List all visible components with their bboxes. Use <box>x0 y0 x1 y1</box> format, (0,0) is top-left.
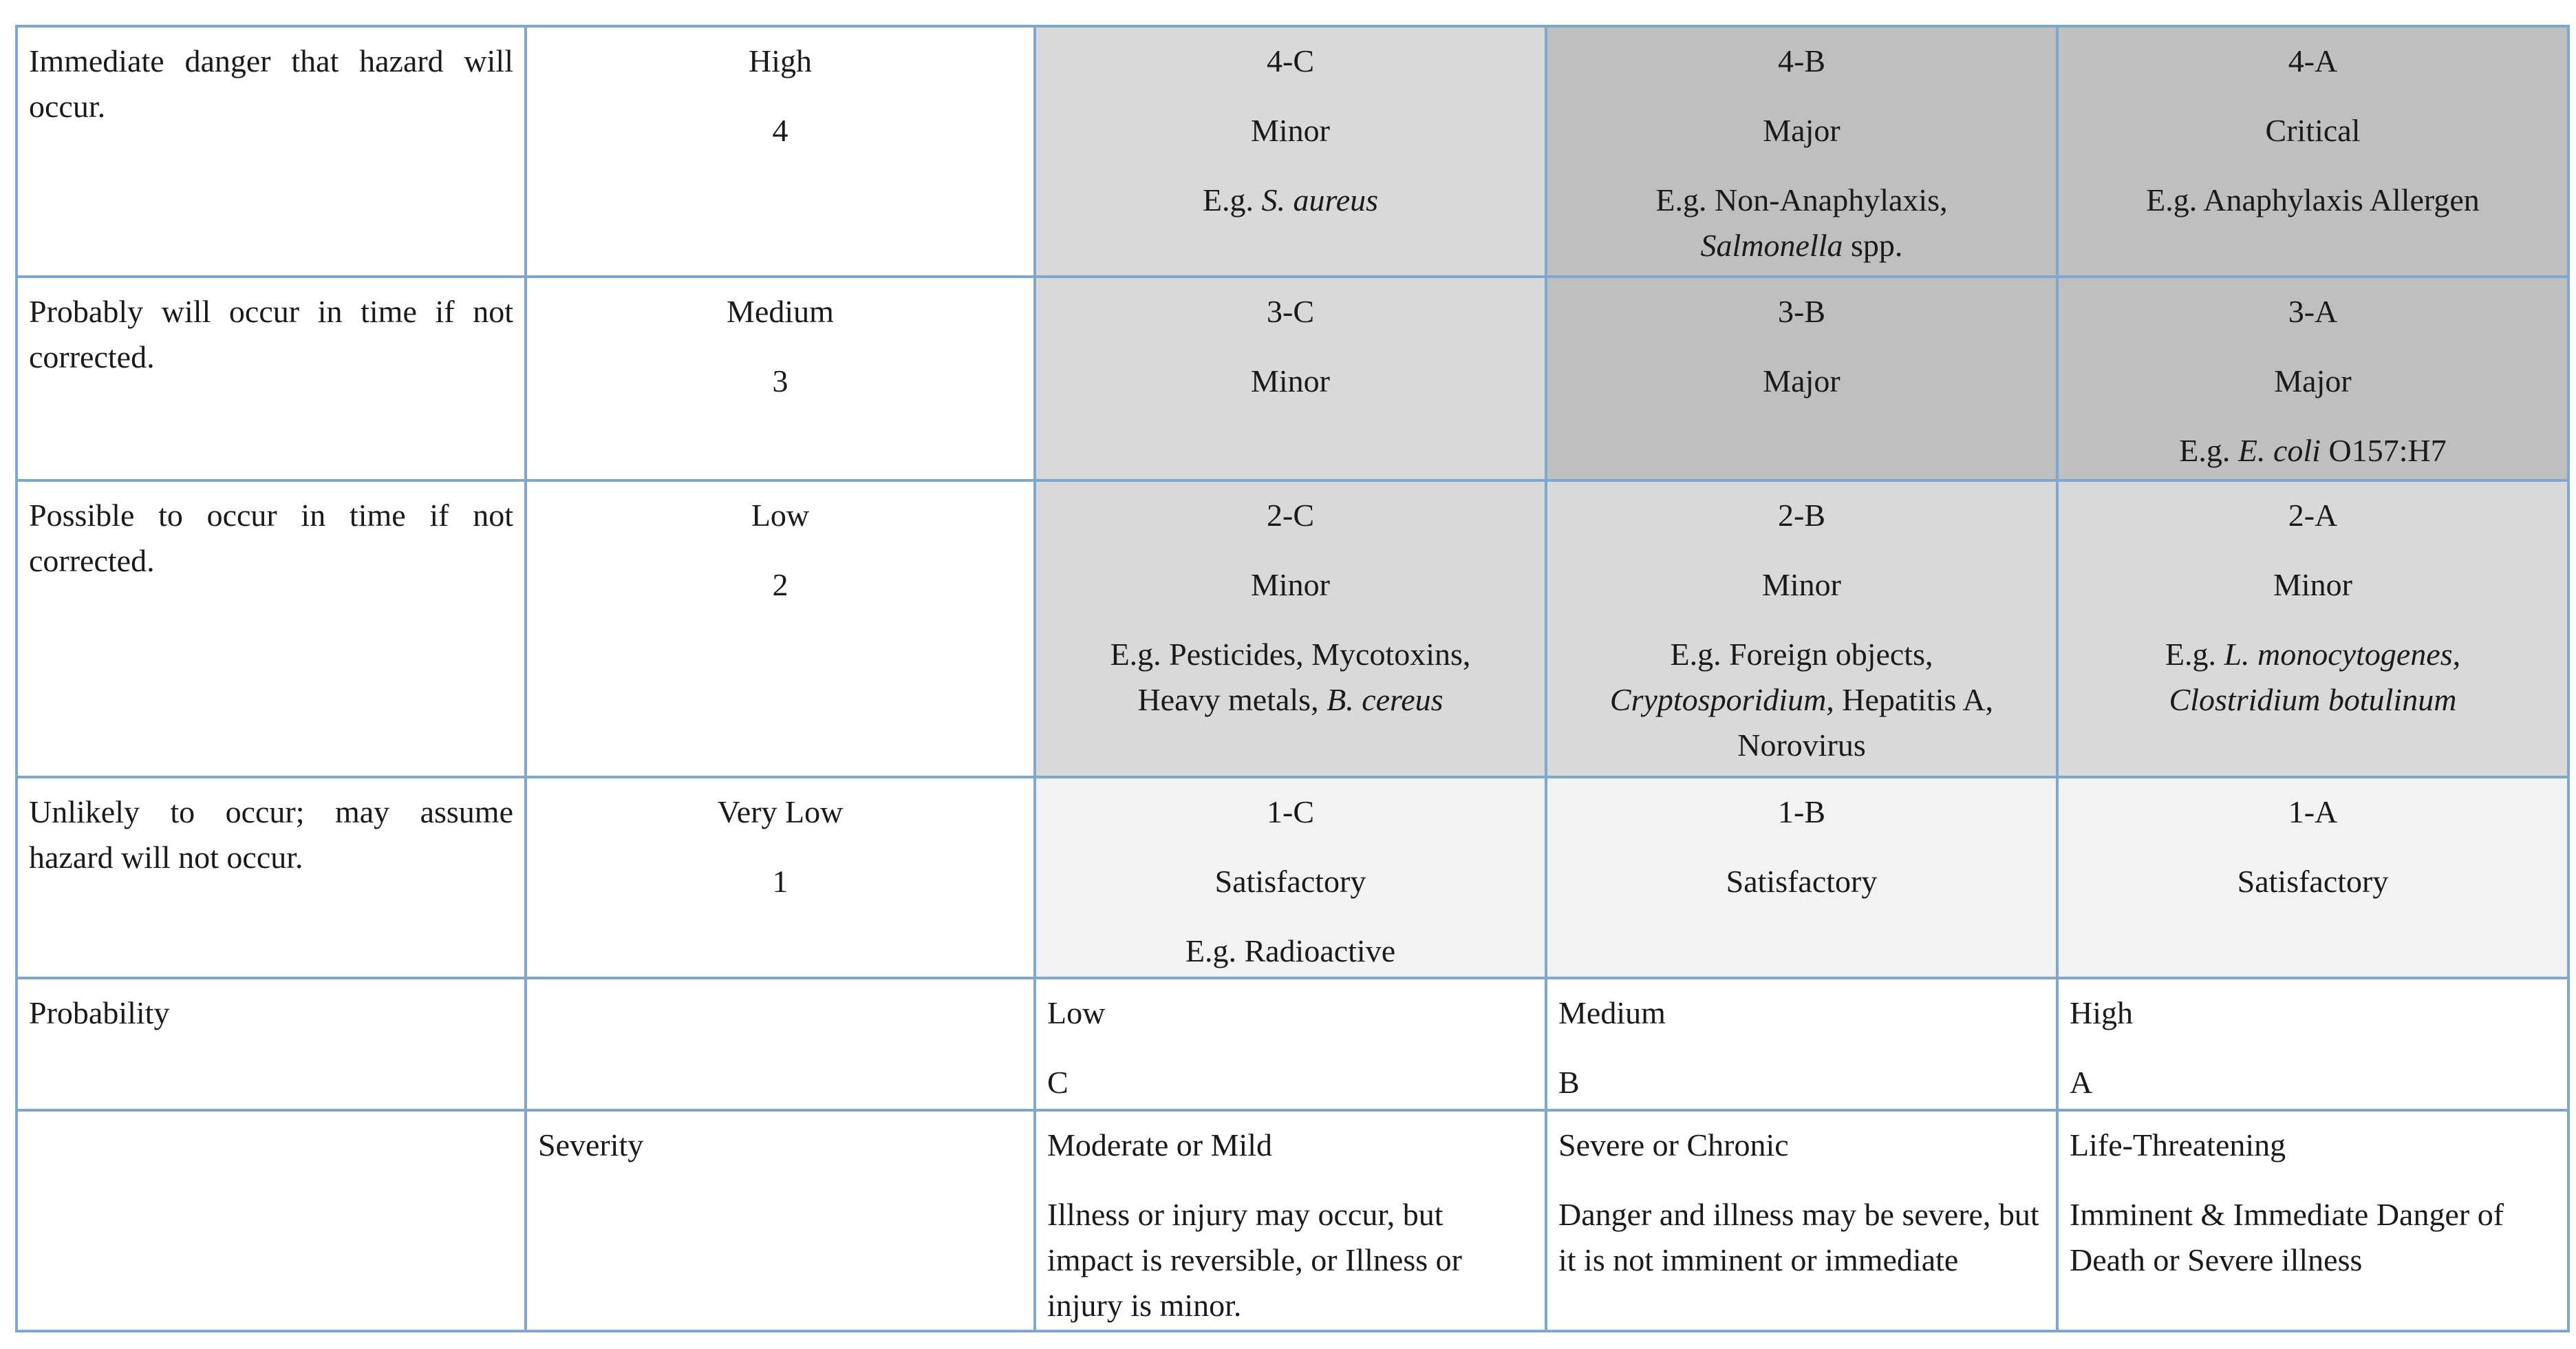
table-row-severity <box>17 1110 2568 1331</box>
probability-label-cell <box>17 978 526 1110</box>
probability-label: Probability <box>29 995 170 1031</box>
risk-matrix-table <box>15 25 2570 1332</box>
likelihood-score: 3 <box>772 363 788 399</box>
risk-rating: Satisfactory <box>1214 863 1366 899</box>
risk-code: 1-B <box>1778 794 1825 829</box>
likelihood-level: Low <box>751 498 810 533</box>
risk-code: 4-A <box>2288 43 2338 78</box>
severity-description: Danger and illness may be severe, but it is not imminent or immediate <box>1558 1197 2039 1278</box>
table-row-medium <box>17 277 2568 480</box>
likelihood-level: High <box>749 43 812 78</box>
severity-name: Moderate or Mild <box>1047 1127 1273 1163</box>
risk-code: 1-C <box>1267 794 1314 829</box>
severity-cell-moderate <box>1035 1110 1546 1331</box>
risk-code: 4-B <box>1778 43 1825 78</box>
probability-letter: B <box>1558 1065 1580 1101</box>
severity-name: Life-Threatening <box>2070 1127 2286 1163</box>
likelihood-description-cell <box>17 26 526 277</box>
risk-code: 3-C <box>1267 293 1314 329</box>
likelihood-score: 1 <box>772 863 788 899</box>
risk-code: 2-B <box>1778 498 1825 533</box>
likelihood-level: Very Low <box>717 794 844 829</box>
risk-cell-3-b <box>1546 277 2057 480</box>
risk-cell-4-c <box>1035 26 1546 277</box>
severity-description: Imminent & Immediate Danger of Death or Severe illness <box>2070 1197 2504 1278</box>
likelihood-level-cell <box>526 26 1035 277</box>
severity-description: Illness or injury may occur, but impact is reversible, or Illness or injury is minor. <box>1047 1197 1462 1324</box>
empty-cell <box>17 1110 526 1331</box>
risk-code: 4-C <box>1267 43 1314 78</box>
risk-example: E.g. Radioactive <box>1185 933 1396 968</box>
risk-rating: Minor <box>1251 113 1330 148</box>
likelihood-description: Possible to occur in time if not corrected. <box>29 498 513 579</box>
risk-rating: Satisfactory <box>2237 863 2389 899</box>
risk-code: 2-A <box>2288 498 2338 533</box>
risk-code: 3-B <box>1778 293 1825 329</box>
likelihood-description: Probably will occur in time if not corrected. <box>29 293 513 374</box>
probability-cell-low <box>1035 978 1546 1110</box>
risk-cell-1-c <box>1035 777 1546 978</box>
risk-rating: Satisfactory <box>1726 863 1878 899</box>
risk-code: 3-A <box>2288 293 2338 329</box>
risk-rating: Major <box>1763 113 1840 148</box>
risk-cell-2-c <box>1035 480 1546 777</box>
risk-example: E.g. Pesticides, Mycotoxins, <box>1110 637 1471 672</box>
severity-cell-severe <box>1546 1110 2057 1331</box>
empty-cell <box>526 978 1035 1110</box>
risk-example-cont: Norovirus <box>1737 727 1866 763</box>
probability-name: High <box>2070 995 2133 1031</box>
risk-code: 2-C <box>1267 498 1314 533</box>
risk-example: E.g. S. aureus <box>1202 182 1379 217</box>
risk-rating: Major <box>2274 363 2352 399</box>
likelihood-score: 2 <box>772 567 788 603</box>
risk-cell-4-a <box>2057 26 2568 277</box>
probability-cell-medium <box>1546 978 2057 1110</box>
risk-rating: Minor <box>1251 567 1330 603</box>
probability-letter: A <box>2070 1065 2093 1101</box>
likelihood-score: 4 <box>772 113 788 148</box>
likelihood-description-cell <box>17 277 526 480</box>
risk-cell-1-a <box>2057 777 2568 978</box>
risk-rating: Major <box>1763 363 1840 399</box>
likelihood-description-cell <box>17 480 526 777</box>
risk-example: E.g. Non-Anaphylaxis, <box>1655 182 1948 217</box>
severity-label: Severity <box>538 1127 644 1163</box>
risk-cell-4-b <box>1546 26 2057 277</box>
likelihood-level-cell <box>526 480 1035 777</box>
severity-label-cell <box>526 1110 1035 1331</box>
risk-code: 1-A <box>2288 794 2338 829</box>
risk-example-cont: Clostridium botulinum <box>2169 682 2457 718</box>
table-row-very-low <box>17 777 2568 978</box>
risk-rating: Minor <box>1762 567 1841 603</box>
risk-rating: Critical <box>2265 113 2361 148</box>
risk-example-cont: Heavy metals, B. cereus <box>1137 682 1443 718</box>
severity-name: Severe or Chronic <box>1558 1127 1789 1163</box>
risk-cell-2-b <box>1546 480 2057 777</box>
table-row-low <box>17 480 2568 777</box>
risk-cell-3-a <box>2057 277 2568 480</box>
likelihood-description: Immediate danger that hazard will occur. <box>29 43 513 124</box>
likelihood-level-cell <box>526 277 1035 480</box>
likelihood-description-cell <box>17 777 526 978</box>
risk-example-cont: Salmonella spp. <box>1700 228 1903 263</box>
probability-name: Medium <box>1558 995 1666 1031</box>
likelihood-level: Medium <box>727 293 834 329</box>
risk-rating: Minor <box>1251 363 1330 399</box>
probability-cell-high <box>2057 978 2568 1110</box>
risk-example: E.g. E. coli O157:H7 <box>2179 432 2447 468</box>
probability-letter: C <box>1047 1065 1069 1101</box>
risk-example: E.g. L. monocytogenes, <box>2165 637 2461 672</box>
severity-cell-life-threatening <box>2057 1110 2568 1331</box>
risk-rating: Minor <box>2273 567 2352 603</box>
table-row-high <box>17 26 2568 277</box>
risk-cell-2-a <box>2057 480 2568 777</box>
risk-cell-3-c <box>1035 277 1546 480</box>
likelihood-level-cell <box>526 777 1035 978</box>
likelihood-description: Unlikely to occur; may assume hazard will not occur. <box>29 794 513 875</box>
risk-example-cont: Cryptosporidium, Hepatitis A, <box>1609 682 1994 718</box>
risk-cell-1-b <box>1546 777 2057 978</box>
table-row-probability <box>17 978 2568 1110</box>
probability-name: Low <box>1047 995 1106 1031</box>
risk-example: E.g. Anaphylaxis Allergen <box>2146 182 2480 217</box>
risk-example: E.g. Foreign objects, <box>1670 637 1933 672</box>
